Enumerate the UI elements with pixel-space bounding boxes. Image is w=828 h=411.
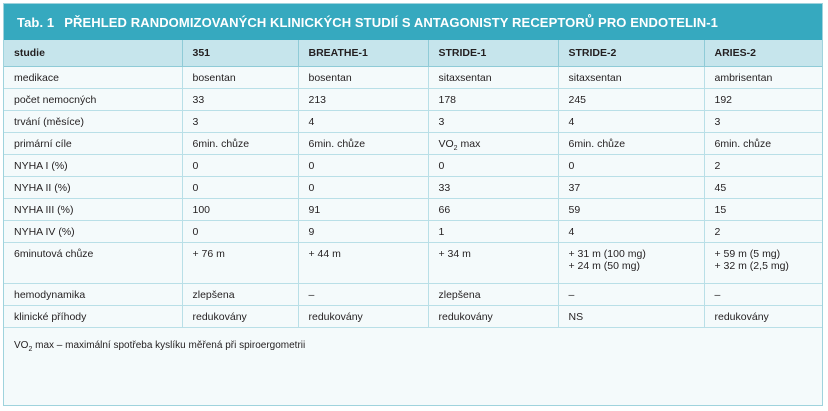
table-cell: redukovány	[428, 306, 558, 328]
row-label: primární cíle	[4, 133, 182, 155]
table-cell: 66	[428, 199, 558, 221]
row-label: klinické příhody	[4, 306, 182, 328]
header-cell: ARIES-2	[704, 40, 822, 67]
vo2-symbol: VO	[438, 137, 454, 150]
table-cell: 0	[182, 177, 298, 199]
table-cell: 6min. chůze	[558, 133, 704, 155]
table-cell: ambrisentan	[704, 67, 822, 89]
table-cell: 3	[182, 111, 298, 133]
table-cell: 45	[704, 177, 822, 199]
table-cell: 3	[428, 111, 558, 133]
table-cell: –	[298, 284, 428, 306]
table-cell: sitaxsentan	[428, 67, 558, 89]
cell-line: + 31 m (100 mg)	[568, 248, 646, 260]
table-number: Tab. 1	[17, 14, 55, 30]
vo2-suffix: max	[457, 137, 481, 150]
header-cell: STRIDE-2	[558, 40, 704, 67]
table-cell: –	[704, 284, 822, 306]
table-cell: + 44 m	[298, 243, 428, 284]
table-box	[3, 3, 823, 406]
table-cell: 3	[704, 111, 822, 133]
table-cell: 0	[428, 155, 558, 177]
table-row	[4, 199, 822, 221]
table-cell: 4	[298, 111, 428, 133]
row-label: 6minutová chůze	[4, 243, 182, 284]
table-row	[4, 67, 822, 89]
cell-line: + 59 m (5 mg)	[714, 248, 781, 260]
table-title: PŘEHLED RANDOMIZOVANÝCH KLINICKÝCH STUDIÍ S ANTAGONISTY RECEPTORŮ PRO ENDOTELIN-1	[64, 14, 719, 30]
table-row	[4, 306, 822, 328]
header-cell: BREATHE-1	[298, 40, 428, 67]
table-cell: 0	[558, 155, 704, 177]
table-cell: 33	[428, 177, 558, 199]
header-cell: studie	[4, 40, 182, 67]
table-cell: 2	[704, 221, 822, 243]
cell-line: + 32 m (2,5 mg)	[714, 260, 789, 272]
footnote-vo: VO	[14, 340, 29, 351]
table-row	[4, 111, 822, 133]
table-cell: 0	[298, 155, 428, 177]
header-cell: 351	[182, 40, 298, 67]
cell-line: + 24 m (50 mg)	[568, 260, 640, 272]
table-cell: –	[558, 284, 704, 306]
row-label: NYHA III (%)	[4, 199, 182, 221]
row-label: medikace	[4, 67, 182, 89]
table-cell: + 34 m	[428, 243, 558, 284]
table-row	[4, 177, 822, 199]
table-row	[4, 243, 822, 284]
table-cell: 0	[182, 221, 298, 243]
table-cell: zlepšena	[428, 284, 558, 306]
table-footnote	[4, 328, 822, 351]
header-row	[4, 40, 822, 67]
table-cell: sitaxsentan	[558, 67, 704, 89]
row-label: počet nemocných	[4, 89, 182, 111]
table-cell: 4	[558, 221, 704, 243]
table-row	[4, 89, 822, 111]
table-cell: 2	[704, 155, 822, 177]
header-cell: STRIDE-1	[428, 40, 558, 67]
table-cell	[704, 243, 822, 284]
table-cell: redukovány	[182, 306, 298, 328]
row-label: trvání (měsíce)	[4, 111, 182, 133]
table-cell: 37	[558, 177, 704, 199]
table-cell: 9	[298, 221, 428, 243]
table-cell: 6min. chůze	[704, 133, 822, 155]
table-cell: bosentan	[182, 67, 298, 89]
table-cell	[558, 243, 704, 284]
table-cell: bosentan	[298, 67, 428, 89]
table-row	[4, 221, 822, 243]
table-cell: NS	[558, 306, 704, 328]
row-label: hemodynamika	[4, 284, 182, 306]
table-cell: 6min. chůze	[298, 133, 428, 155]
table-cell: 178	[428, 89, 558, 111]
table-cell: 192	[704, 89, 822, 111]
vo2-subscript: 2	[453, 144, 458, 152]
table-row	[4, 133, 822, 155]
row-label: NYHA IV (%)	[4, 221, 182, 243]
table-caption	[4, 4, 822, 40]
table-row	[4, 155, 822, 177]
table-cell: 213	[298, 89, 428, 111]
table-cell: redukovány	[704, 306, 822, 328]
table-cell: zlepšena	[182, 284, 298, 306]
table-cell: 59	[558, 199, 704, 221]
table-cell: 15	[704, 199, 822, 221]
table-cell: 91	[298, 199, 428, 221]
table-cell: redukovány	[298, 306, 428, 328]
row-label: NYHA I (%)	[4, 155, 182, 177]
table-cell: 100	[182, 199, 298, 221]
footnote-subscript: 2	[28, 346, 33, 353]
table-cell: + 76 m	[182, 243, 298, 284]
table-cell: 245	[558, 89, 704, 111]
table-cell: 0	[182, 155, 298, 177]
row-label: NYHA II (%)	[4, 177, 182, 199]
studies-table	[4, 40, 822, 328]
table-cell: 33	[182, 89, 298, 111]
table-cell: 1	[428, 221, 558, 243]
table-row	[4, 284, 822, 306]
footnote-text: max – maximální spotřeba kyslíku měřená při spiroergometrii	[32, 340, 306, 351]
table-cell: 4	[558, 111, 704, 133]
table-cell	[428, 133, 558, 155]
table-cell: 0	[298, 177, 428, 199]
table-cell: 6min. chůze	[182, 133, 298, 155]
